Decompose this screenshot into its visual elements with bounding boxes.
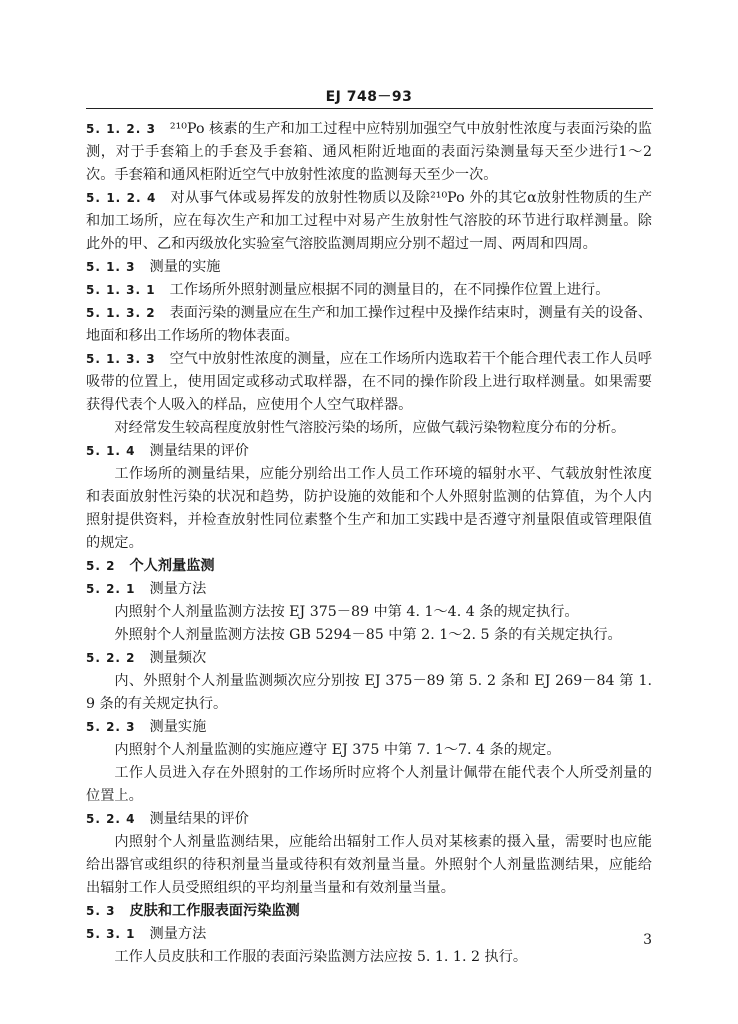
paragraph-5-1-3-1 <box>86 279 652 302</box>
paragraph-text: 内照射个人剂量监测方法按 EJ 375－89 中第 4. 1～4. 4 条的规定执行。 <box>114 604 579 620</box>
paragraph-5-1-2-4 <box>86 187 652 256</box>
heading-5-2-3 <box>86 716 652 739</box>
clause-number: 5. 1. 4 <box>86 444 136 458</box>
clause-number: 5. 2. 1 <box>86 582 136 596</box>
clause-text: 表面污染的测量应在生产和加工操作过程中及操作结束时，测量有关的设备、地面和移出工作场所的物体表面。 <box>86 305 652 344</box>
paragraph-text: 内照射个人剂量监测的实施应遵守 EJ 375 中第 7. 1～7. 4 条的规定。 <box>114 742 561 758</box>
clause-title: 测量的实施 <box>149 259 221 275</box>
clause-title: 测量结果的评价 <box>149 811 249 827</box>
heading-5-2-1 <box>86 578 652 601</box>
heading-5-2-2 <box>86 647 652 670</box>
clause-text: ²¹⁰Po 核素的生产和加工过程中应特别加强空气中放射性浓度与表面污染的监测，对于手套箱上的手套及手套箱、通风柜附近地面的表面污染测量每天至少进行1～2次。手套箱和通风柜附近空气中放射性浓度的监测每天至少一次。 <box>86 121 652 183</box>
clause-number: 5. 2. 4 <box>86 812 136 826</box>
clause-number: 5. 2. 3 <box>86 720 136 734</box>
clause-number: 5. 2. 2 <box>86 651 136 665</box>
clause-number: 5. 1. 2. 4 <box>86 191 157 205</box>
clause-text: 工作场所外照射测量应根据不同的测量目的，在不同操作位置上进行。 <box>169 282 610 298</box>
section-number: 5. 2 <box>86 559 116 573</box>
section-heading-5-3 <box>86 900 652 923</box>
clause-title: 测量结果的评价 <box>149 443 249 459</box>
clause-title: 测量方法 <box>149 926 207 942</box>
clause-number: 5. 1. 2. 3 <box>86 122 156 136</box>
clause-number: 5. 3. 1 <box>86 927 136 941</box>
paragraph-text: 工作人员皮肤和工作服的表面污染监测方法应按 5. 1. 1. 2 执行。 <box>114 949 528 965</box>
paragraph-text: 内照射个人剂量监测结果，应能给出辐射工作人员对某核素的摄入量，需要时也应能给出器官或组织的待积剂量当量或待积有效剂量当量。外照射个人剂量监测结果，应能给出辐射工作人员受照组织的平均剂量当量和有效剂量当量。 <box>86 834 652 896</box>
page-header: EJ 748－93 <box>325 89 413 105</box>
paragraph-5-1-3-3 <box>86 348 652 417</box>
heading-5-3-1 <box>86 923 652 946</box>
clause-number: 5. 1. 3. 1 <box>86 283 156 297</box>
clause-text: 对从事气体或易挥发的放射性物质以及除²¹⁰Po 外的其它α放射性物质的生产和加工场所，应在每次生产和加工过程中对易产生放射性气溶胶的环节进行取样测量。除此外的甲、乙和丙级放化实验室气溶胶监测周期应分别不超过一周、两周和四周。 <box>86 190 653 252</box>
paragraph-text: 对经常发生较高程度放射性气溶胶污染的场所，应做气载污染物粒度分布的分析。 <box>114 420 626 436</box>
clause-number: 5. 1. 3 <box>86 260 136 274</box>
paragraph-5-1-3-2 <box>86 302 652 348</box>
page-number: 3 <box>643 932 652 948</box>
section-heading-5-2 <box>86 555 652 578</box>
heading-5-1-4 <box>86 440 652 463</box>
heading-5-1-3 <box>86 256 652 279</box>
section-title: 个人剂量监测 <box>129 558 215 574</box>
clause-title: 测量频次 <box>149 650 207 666</box>
document-body <box>86 118 652 969</box>
paragraph-text: 工作场所的测量结果，应能分别给出工作人员工作环境的辐射水平、气载放射性浓度和表面放射性污染的状况和趋势，防护设施的效能和个人外照射监测的估算值，为个人内照射提供资料，并检查放射性同位素整个生产和加工实践中是否遵守剂量限值或管理限值的规定。 <box>86 466 652 551</box>
paragraph-text: 外照射个人剂量监测方法按 GB 5294－85 中第 2. 1～2. 5 条的有关规定执行。 <box>114 627 622 643</box>
paragraph-text: 工作人员进入存在外照射的工作场所时应将个人剂量计佩带在能代表个人所受剂量的位置上。 <box>86 765 652 804</box>
clause-number: 5. 1. 3. 2 <box>86 306 156 320</box>
clause-title: 测量实施 <box>149 719 207 735</box>
paragraph-5-1-2-3 <box>86 118 652 187</box>
clause-number: 5. 1. 3. 3 <box>86 352 156 366</box>
clause-title: 测量方法 <box>149 581 207 597</box>
paragraph-text: 内、外照射个人剂量监测频次应分别按 EJ 375－89 第 5. 2 条和 EJ 269－84 第 1. 9 条的有关规定执行。 <box>86 673 652 712</box>
section-number: 5. 3 <box>86 904 116 918</box>
heading-5-2-4 <box>86 808 652 831</box>
clause-text: 空气中放射性浓度的测量，应在工作场所内选取若干个能合理代表工作人员呼吸带的位置上，使用固定或移动式取样器，在不同的操作阶段上进行取样测量。如果需要获得代表个人吸入的样品，应使用个人空气取样器。 <box>86 351 652 413</box>
section-title: 皮肤和工作服表面污染监测 <box>129 903 300 919</box>
header-rule <box>86 108 653 109</box>
